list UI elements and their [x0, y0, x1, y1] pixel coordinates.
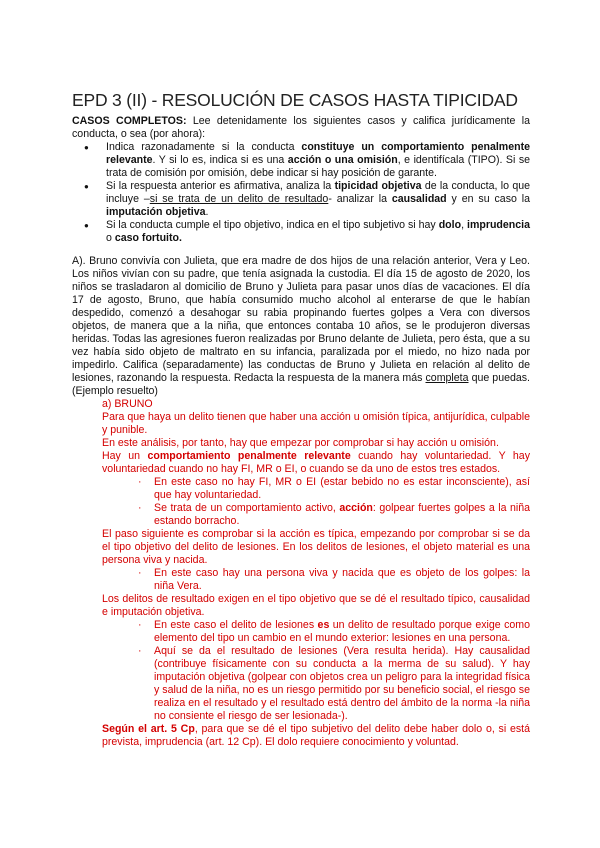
- text-run: de la conducta, lo que incluye –: [106, 180, 531, 205]
- case-a-underlined: completa: [425, 372, 469, 384]
- intro-text: Lee detenidamente los siguientes casos y califica jurídicamente la conducta, o sea (por ahora):: [72, 115, 530, 140]
- text-run: . Y si lo es, indica si es una: [152, 154, 288, 166]
- text-run: es: [317, 619, 330, 631]
- text-run: Si la conducta cumple el tipo objetivo, indica en el tipo subjetivo si hay: [106, 219, 439, 231]
- text-run: En este caso el delito de lesiones: [154, 619, 318, 631]
- instruction-item-1: [106, 141, 530, 180]
- text-run: ,: [461, 219, 467, 231]
- answer-line: [102, 723, 530, 749]
- text-run: un delito de resultado porque exige como elemento del tipo un cambio en el mundo exterior: lesiones en una persona.: [154, 619, 530, 644]
- case-a-text: A). Bruno convivía con Julieta, que era madre de dos hijos de una relación anterior, Vera y Leo. Los niños vivían con su padre, que tenía asignada la custodia. El día 15 de agosto de 2020, los niños se trasladaron al domicilio de Bruno y Julieta para pasar unos días de vacaciones. El día 17 de agosto, Bruno, que había consumido mucho alcohol al enterarse de que le habían despedido, comenzó a desahogar su rabia propinando fuertes golpes a Vera con diversos objetos, de manera que a la niña, que entonces contaba 10 años, se le produjeron diversas heridas. Todas las agresiones fueron realizadas por Bruno delante de Julieta, pero ésta, que a su vez había sido objeto de maltrato en su infancia, paralizada por el miedo, no hizo nada por impedirlo. Califica (separadamente) las conductas de Bruno y Julieta en relación al delito de lesiones, razonando la respuesta. Redacta la respuesta de la manera más: [72, 255, 530, 384]
- answer-line: En este análisis, por tanto, hay que empezar por comprobar si hay acción u omisión.: [102, 437, 499, 449]
- text-run: tipicidad objetiva: [334, 180, 422, 192]
- answer-heading: a) BRUNO: [102, 398, 153, 410]
- text-run: , para que se dé el tipo subjetivo del delito debe haber dolo o, si está prevista, imprudencia (art. 12 Cp). El dolo requiere conocimiento y voluntad.: [102, 723, 531, 748]
- text-run: En este caso no hay FI, MR o EI (estar bebido no es estar inconsciente), así que hay voluntariedad.: [154, 476, 530, 501]
- text-run: Se trata de un comportamiento activo,: [154, 502, 340, 514]
- answer-body: [72, 411, 530, 749]
- text-run: constituye un comportamiento penalmente relevante: [106, 141, 530, 166]
- document-title: EPD 3 (II) - RESOLUCIÓN DE CASOS HASTA TIPICIDAD: [72, 90, 518, 110]
- text-run: dolo: [438, 219, 462, 231]
- text-run: , e identifícala (TIPO). Si se trata de comisión por omisión, debe indicar si hay posición de garante.: [106, 154, 531, 179]
- intro-paragraph: [72, 115, 530, 141]
- text-run: .: [205, 206, 209, 218]
- text-run: : golpear fuertes golpes a la niña estando borracho.: [154, 502, 530, 527]
- text-run: En este caso hay una persona viva y nacida que es objeto de los golpes: la niña Vera.: [154, 567, 530, 592]
- answer-line: Los delitos de resultado exigen en el tipo objetivo que se dé el resultado típico, causalidad e imputación objetiva.: [102, 593, 530, 618]
- text-run: si se trata de un delito de resultado: [149, 193, 329, 205]
- text-run: causalidad: [391, 193, 447, 205]
- bullet-dot-icon: ·: [138, 476, 142, 488]
- case-a-paragraph: [72, 255, 530, 398]
- answer-section: [72, 398, 530, 749]
- text-run: Hay un: [102, 450, 148, 462]
- instruction-item-2: [106, 180, 530, 219]
- case-a-text-end: que puedas. (Ejemplo resuelto): [72, 372, 531, 397]
- text-run: acción: [339, 502, 373, 514]
- text-run: y en su caso la: [446, 193, 531, 205]
- answer-line: Para que haya un delito tienen que haber una acción u omisión típica, antijurídica, culpable y punible.: [102, 411, 530, 436]
- bullet-dot-icon: ·: [138, 567, 142, 579]
- instruction-list: [72, 141, 530, 245]
- answer-subpoint: [102, 619, 530, 645]
- text-run: cuando hay voluntariedad. Y hay voluntariedad cuando no hay FI, MR o EI, o cuando se da uno de estos tres estados.: [102, 450, 530, 475]
- text-run: o: [106, 232, 115, 244]
- text-run: Según el art. 5 Cp: [102, 723, 195, 735]
- bullet-dot-icon: ·: [138, 502, 142, 514]
- answer-subpoint: [102, 645, 530, 723]
- instruction-item-3: [106, 219, 530, 245]
- answer-subpoint: [102, 567, 530, 593]
- text-run: acción o una omisión: [287, 154, 398, 166]
- intro-lead: CASOS COMPLETOS:: [72, 115, 187, 127]
- text-run: imputación objetiva: [106, 206, 206, 218]
- text-run: Si la respuesta anterior es afirmativa, analiza la: [106, 180, 335, 192]
- bullet-dot-icon: ·: [138, 619, 142, 631]
- answer-subpoint: [102, 476, 530, 502]
- text-run: comportamiento penalmente relevante: [147, 450, 351, 462]
- document-body: [72, 115, 530, 749]
- text-run: Indica razonadamente si la conducta: [106, 141, 302, 153]
- text-run: Aquí se da el resultado de lesiones (Vera resulta herida). Hay causalidad (contribuye físicamente con su conducta a la merma de su salud). Y hay imputación objetiva (golpear con objetos crea un peligro para la integridad física y salud de la niña, no es un riesgo permitido por su beneficio social, el riesgo se realiza en el resultado y el resultado está dentro del ámbito de la norma -la niña no consiente el riesgo de ser lesionada-).: [154, 645, 530, 722]
- answer-line: [102, 450, 530, 476]
- text-run: imprudencia: [467, 219, 530, 231]
- answer-subpoint: [102, 502, 530, 528]
- answer-line: El paso siguiente es comprobar si la acción es típica, empezando por comprobar si se da el tipo objetivo del delito de lesiones. En los delitos de lesiones, el objeto material es una persona viva y nacida.: [102, 528, 530, 566]
- bullet-dot-icon: ·: [138, 645, 142, 657]
- text-run: caso fortuito.: [114, 232, 182, 244]
- text-run: - analizar la: [328, 193, 392, 205]
